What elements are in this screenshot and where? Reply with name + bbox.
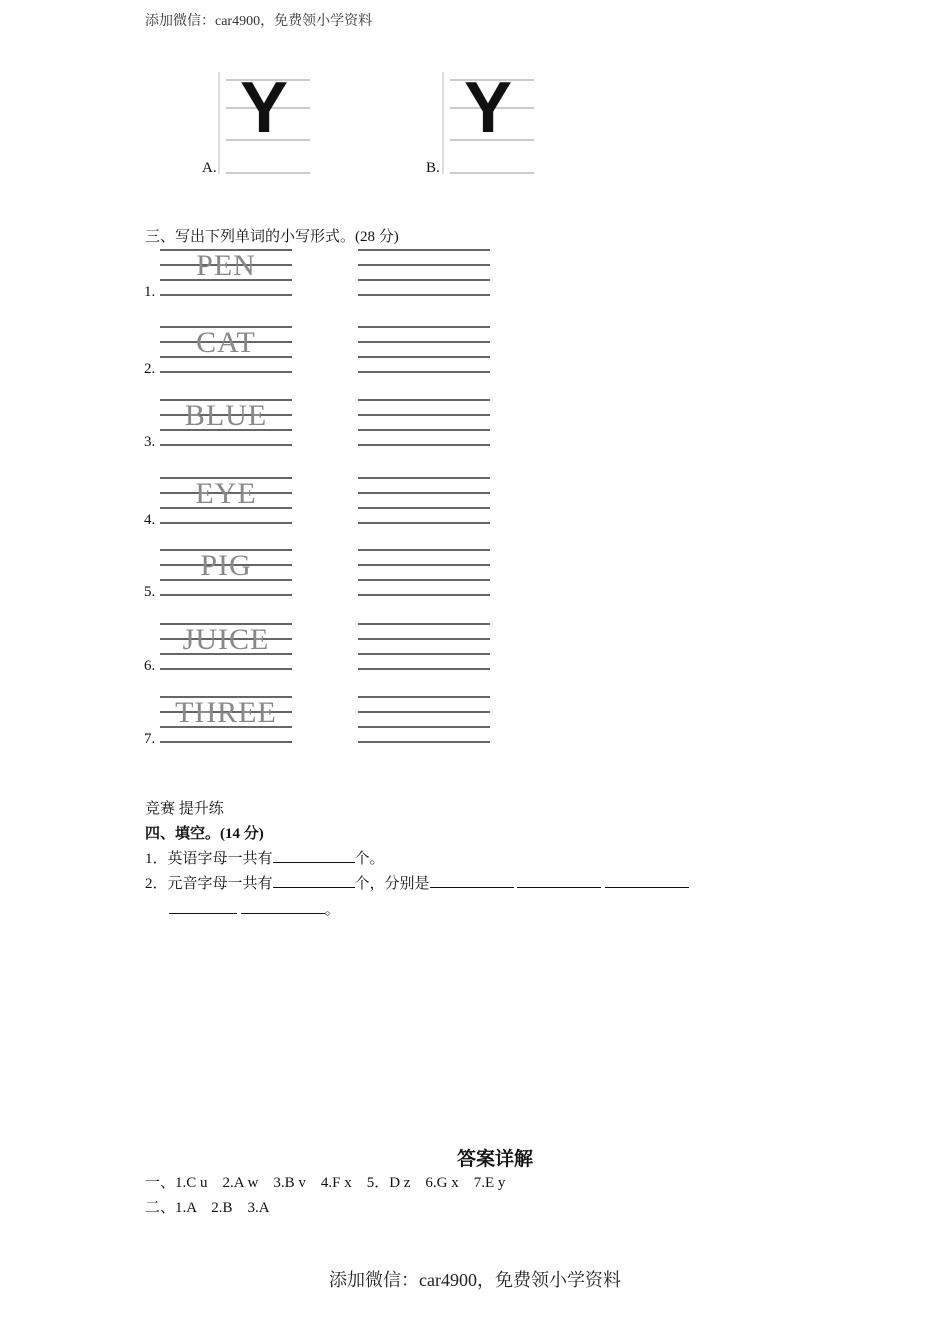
question-2-mid: 个，分别是 xyxy=(354,876,430,892)
uppercase-word: JUICE xyxy=(182,623,270,656)
question-2-blank-e[interactable] xyxy=(241,899,325,914)
answer-grid[interactable] xyxy=(358,398,490,450)
answers-line-1: 一、1.C u 2.A w 3.B v 4.F x 5．D z 6.G x 7.E y xyxy=(145,1175,506,1191)
option-a[interactable] xyxy=(200,70,315,180)
question-1-blank[interactable] xyxy=(273,848,355,863)
word-row-number: 2. xyxy=(144,361,156,377)
option-b-label: B. xyxy=(426,160,440,176)
section3-title: 三、写出下列单词的小写形式。(28 分) xyxy=(145,229,399,245)
section4-tag: 竞赛 提升练 xyxy=(145,801,224,817)
question-2 xyxy=(145,872,689,893)
uppercase-word: PEN xyxy=(196,249,256,282)
uppercase-word: THREE xyxy=(175,696,277,729)
answers-line-2: 二、1.A 2.B 3.A xyxy=(145,1200,270,1216)
top-watermark: 添加微信：car4900，免费领小学资料 xyxy=(145,14,373,29)
question-2-blank-a[interactable] xyxy=(430,873,514,888)
question-1-suffix: 个。 xyxy=(354,851,385,867)
answer-grid[interactable] xyxy=(358,476,490,528)
word-row-number: 1. xyxy=(144,284,156,300)
question-2-end: 。 xyxy=(324,902,340,918)
question-2-blank-d[interactable] xyxy=(169,899,237,914)
option-b[interactable] xyxy=(424,70,539,180)
question-1 xyxy=(145,847,385,868)
answer-grid[interactable] xyxy=(358,548,490,600)
word-row-number: 6. xyxy=(144,658,156,674)
word-row xyxy=(140,548,510,608)
answer-grid[interactable] xyxy=(358,695,490,747)
question-2-blank-b[interactable] xyxy=(517,873,601,888)
word-row-number: 4. xyxy=(144,512,156,528)
section4-title: 四、填空。(14 分) xyxy=(145,826,264,842)
question-1-prefix: 1．英语字母一共有 xyxy=(145,851,273,867)
question-2-cont xyxy=(169,898,340,919)
word-row xyxy=(140,622,510,682)
answer-grid[interactable] xyxy=(358,248,490,300)
uppercase-word: BLUE xyxy=(184,399,268,432)
question-2-prefix: 2．元音字母一共有 xyxy=(145,876,273,892)
word-row-number: 5. xyxy=(144,584,156,600)
answer-grid[interactable] xyxy=(358,325,490,377)
question-2-blank-count[interactable] xyxy=(273,873,355,888)
question-2-blank-c[interactable] xyxy=(605,873,689,888)
word-row xyxy=(140,248,510,308)
option-b-letter: Y xyxy=(464,68,513,148)
bottom-watermark: 添加微信：car4900，免费领小学资料 xyxy=(329,1270,621,1290)
word-row-number: 7. xyxy=(144,731,156,747)
option-a-label: A. xyxy=(202,160,217,176)
word-row xyxy=(140,695,510,755)
uppercase-word: EYE xyxy=(195,477,257,510)
word-row xyxy=(140,476,510,536)
word-row xyxy=(140,398,510,458)
option-a-letter: Y xyxy=(240,68,289,148)
uppercase-word: CAT xyxy=(196,326,256,359)
answers-title: 答案详解 xyxy=(456,1149,533,1170)
word-row xyxy=(140,325,510,385)
word-row-number: 3. xyxy=(144,434,156,450)
answer-grid[interactable] xyxy=(358,622,490,674)
uppercase-word: PIG xyxy=(200,549,252,582)
